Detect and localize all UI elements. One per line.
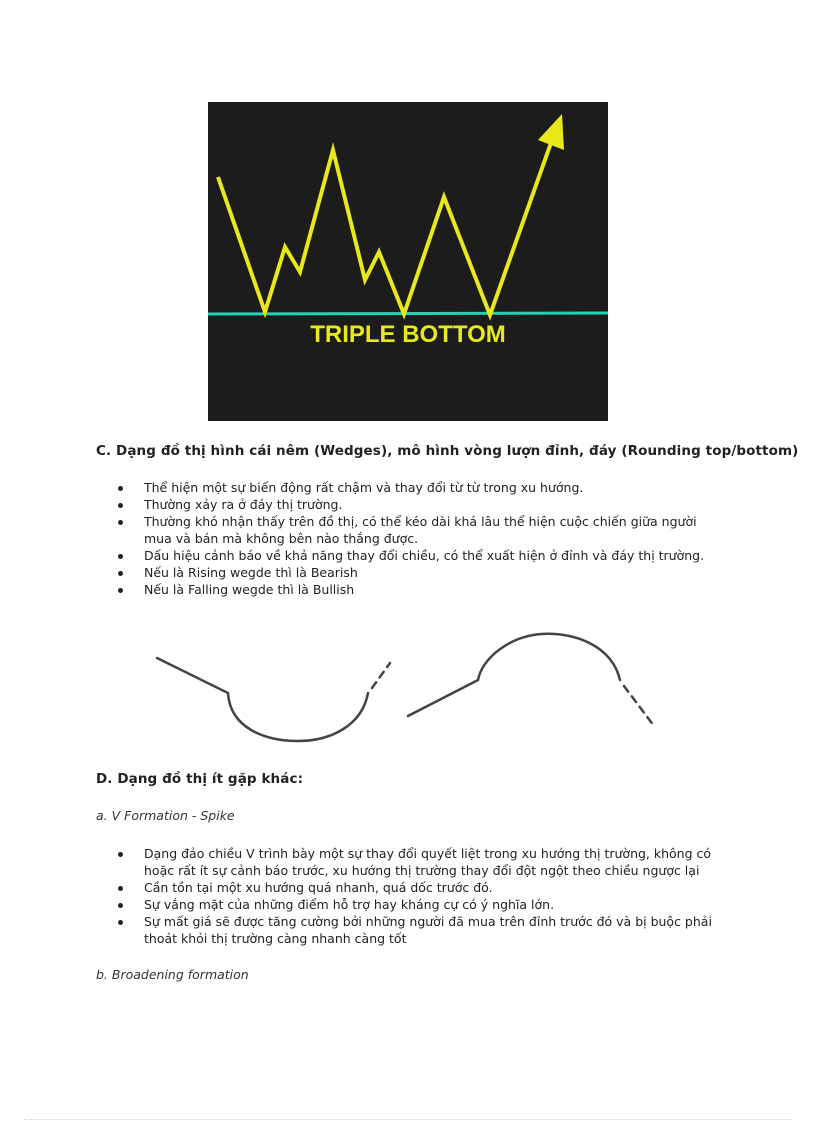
list-item: Nếu là Rising wegde thì là Bearish [116,564,726,581]
rounding-top-curve [408,634,620,716]
price-line [218,140,552,315]
page-footer-divider [24,1119,792,1120]
list-item: Dấu hiệu cảnh báo về khả năng thay đổi chiều, có thể xuất hiện ở đỉnh và đáy thị trường. [116,547,726,564]
rounding-bottom-curve [157,658,368,741]
subheading-broadening: b. Broadening formation [96,967,249,982]
rounding-figure [150,628,670,757]
list-item: Thường khó nhận thấy trên đồ thị, có thể kéo dài khá lâu thể hiện cuộc chiến giữa người mua và bán mà không bên nào thắng được. [116,513,726,547]
list-item: Thể hiện một sự biến động rất chậm và thay đổi từ từ trong xu hướng. [116,479,726,496]
list-item: Nếu là Falling wegde thì là Bullish [116,581,726,598]
list-item: Cần tồn tại một xu hướng quá nhanh, quá dốc trước đó. [116,879,716,896]
triple-bottom-label: TRIPLE BOTTOM [310,321,506,348]
rounding-bottom-dashes [372,663,390,688]
triple-bottom-figure [208,102,608,421]
rounding-top-dashes [624,686,654,726]
section-d-heading: D. Dạng đồ thị ít gặp khác: [96,771,304,787]
rounding-svg [150,628,670,753]
list-item: Sự vắng mặt của những điểm hỗ trợ hay kháng cự có ý nghĩa lớn. [116,896,716,913]
triple-bottom-svg [208,102,608,421]
section-d-list [116,845,716,947]
support-line [208,313,608,314]
section-c-heading: C. Dạng đồ thị hình cái nêm (Wedges), mô hình vòng lượn đỉnh, đáy (Rounding top/bottom) [96,443,799,459]
list-item: Thường xảy ra ở đáy thị trường. [116,496,726,513]
subheading-v-formation: a. V Formation - Spike [96,808,235,823]
list-item: Dạng đảo chiều V trình bày một sự thay đổi quyết liệt trong xu hướng thị trường, không có hoặc rất ít sự cảnh báo trước, xu hướng thị trường thay đổi đột ngột theo chiều ngược lại [116,845,716,879]
arrow-head-icon [538,114,564,150]
section-c-list [116,479,726,598]
list-item: Sự mất giá sẽ được tăng cường bởi những người đã mua trên đỉnh trước đó và bị buộc phải thoát khỏi thị trường càng nhanh càng tốt [116,913,716,947]
